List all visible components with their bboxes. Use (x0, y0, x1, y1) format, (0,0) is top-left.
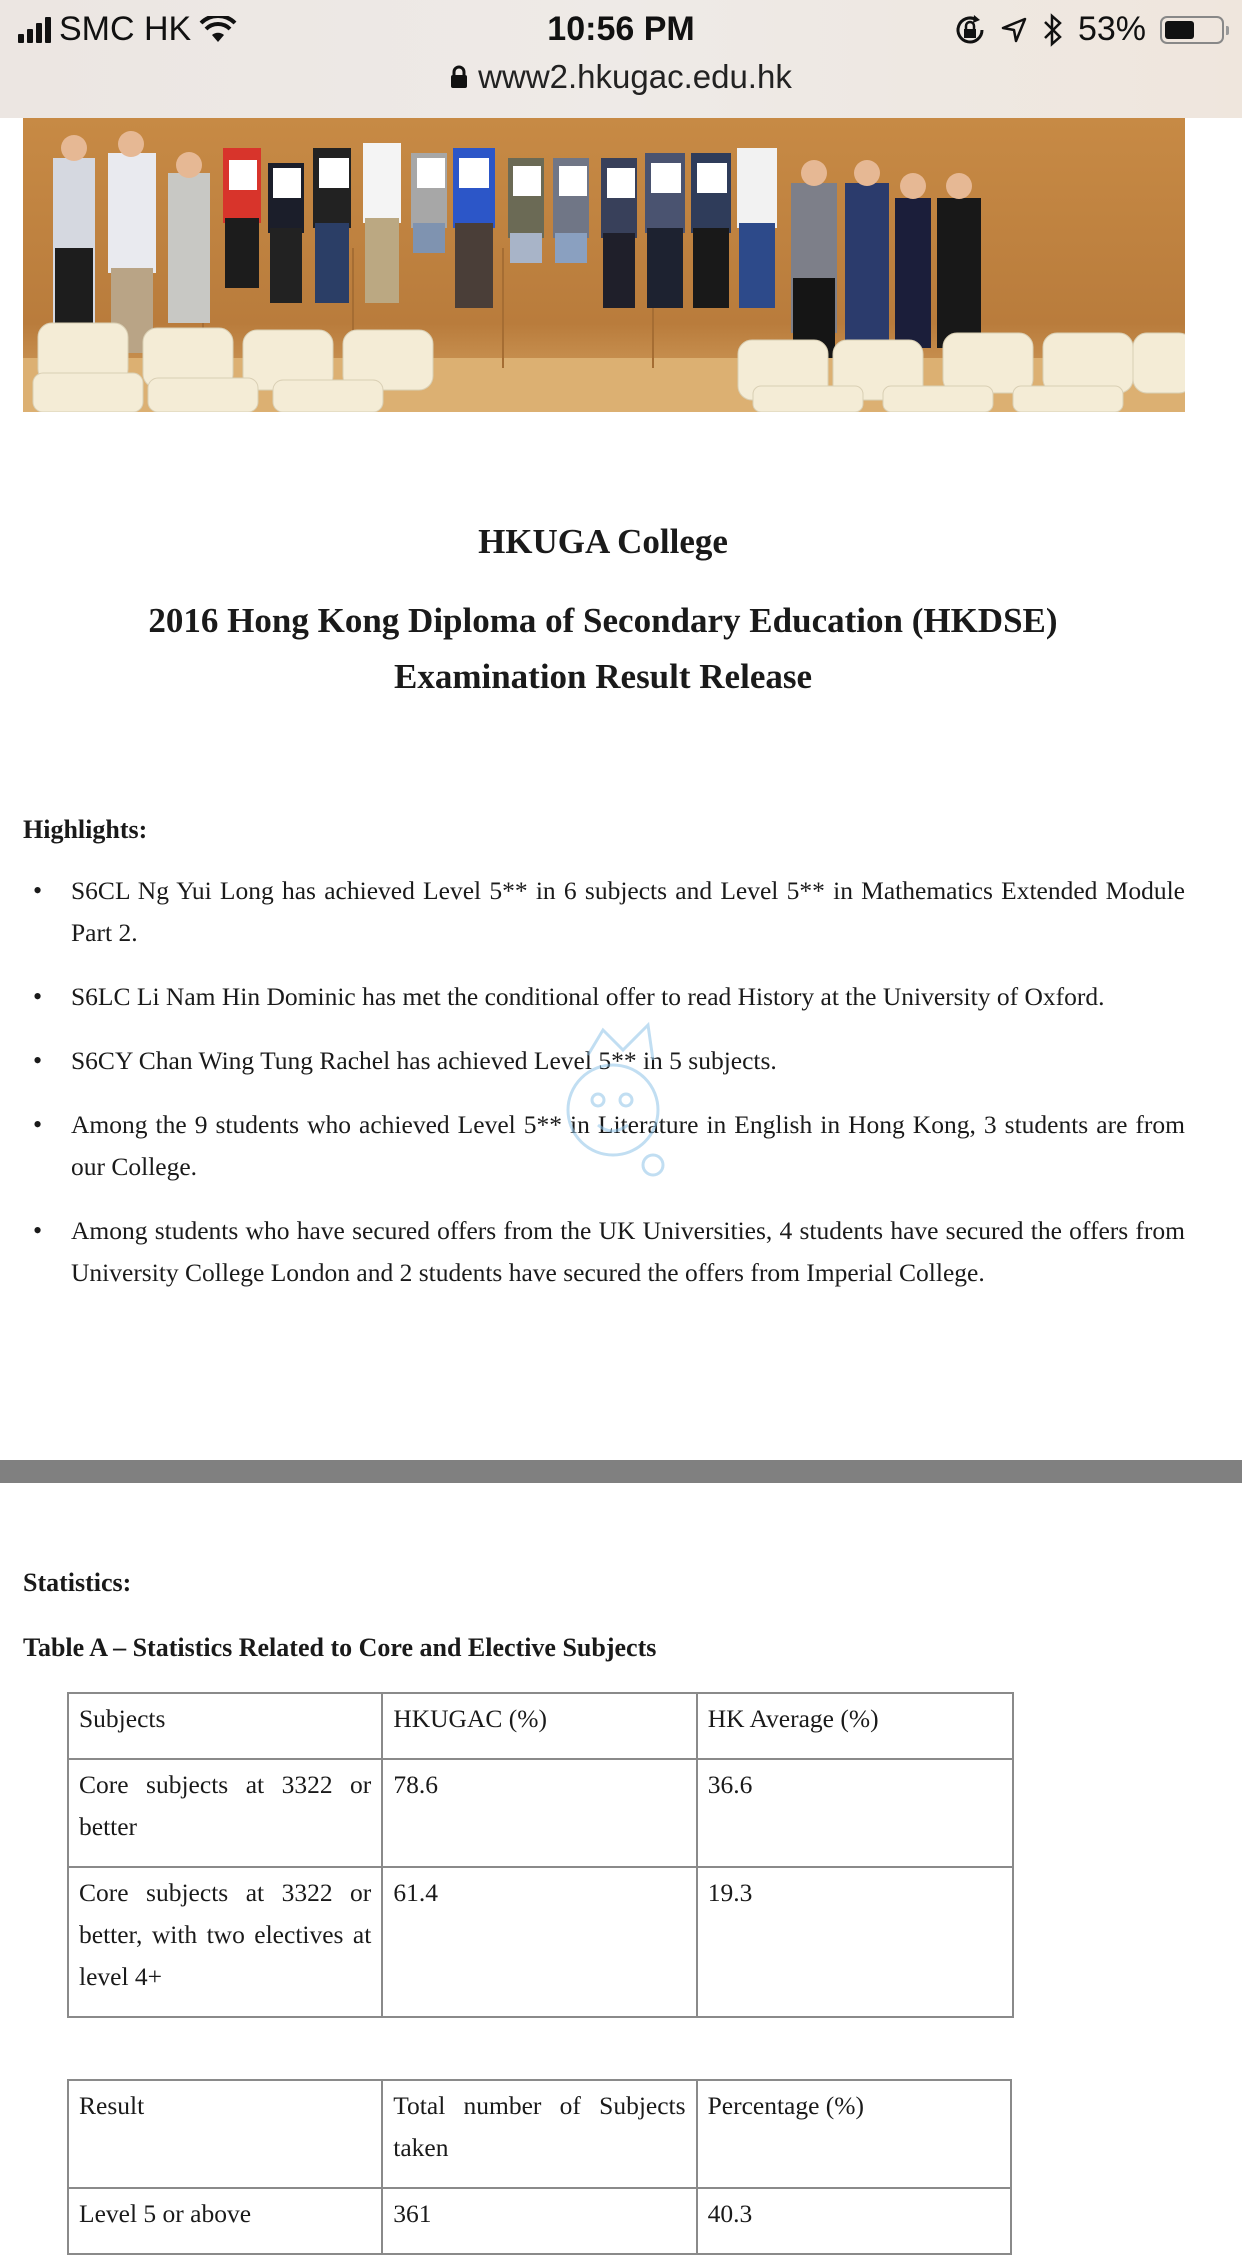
orientation-lock-icon (954, 14, 986, 46)
table-cell: 361 (382, 2188, 696, 2254)
table-cell: 61.4 (382, 1867, 696, 2017)
list-item: • Among students who have secured offers from the UK Universities, 4 students have secured the offers from University College London and 2 students have secured the offers from Imperial College. (23, 1210, 1185, 1294)
page-heading-line2: Examination Result Release (393, 657, 813, 696)
battery-icon (1160, 16, 1224, 44)
school-name: HKUGA College (478, 522, 728, 561)
table-b (67, 2079, 1012, 2255)
table-cell: 78.6 (382, 1759, 696, 1867)
table-a-title: Table A – Statistics Related to Core and Elective Subjects (23, 1633, 657, 1662)
table-header-row (68, 2080, 1011, 2188)
table-cell: 36.6 (697, 1759, 1013, 1867)
highlights-label: Highlights: (23, 815, 148, 844)
list-item: • S6CY Chan Wing Tung Rachel has achieved Level 5** in 5 subjects. (23, 1040, 1185, 1082)
table-header-row (68, 1693, 1013, 1759)
browser-chrome (0, 0, 1242, 118)
battery-level (1165, 21, 1194, 39)
table-cell: Core subjects at 3322 or better (68, 1759, 382, 1867)
table-cell: Level 5 or above (68, 2188, 382, 2254)
table-header-cell: HKUGAC (%) (382, 1693, 696, 1759)
list-item: • S6LC Li Nam Hin Dominic has met the conditional offer to read History at the University of Oxford. (23, 976, 1185, 1018)
address-bar[interactable] (0, 58, 1242, 96)
table-cell: Core subjects at 3322 or better, with two electives at level 4+ (68, 1867, 382, 2017)
highlights-list (23, 870, 1185, 1316)
bluetooth-icon (1042, 13, 1064, 47)
table-row (68, 2188, 1011, 2254)
page-heading-line1: 2016 Hong Kong Diploma of Secondary Education (HKDSE) (148, 601, 1058, 640)
group-photo (23, 118, 1185, 412)
url-text: www2.hkugac.edu.hk (478, 58, 792, 95)
group-photo-image (23, 118, 1185, 412)
table-header-cell: Subjects (68, 1693, 382, 1759)
status-bar (0, 0, 1242, 60)
section-divider (0, 1460, 1242, 1483)
statistics-label: Statistics: (23, 1568, 132, 1597)
table-a (67, 1692, 1014, 2018)
list-item: • Among the 9 students who achieved Level 5** in Literature in English in Hong Kong, 3 students are from our College. (23, 1104, 1185, 1188)
table-row (68, 1759, 1013, 1867)
table-header-cell: Total number of Subjects taken (382, 2080, 696, 2188)
table-header-cell: Result (68, 2080, 382, 2188)
table-cell: 19.3 (697, 1867, 1013, 2017)
clock: 10:56 PM (547, 10, 695, 48)
battery-percent: 53% (1077, 10, 1146, 48)
carrier-name: SMC HK (59, 10, 192, 48)
table-row (68, 1867, 1013, 2017)
table-cell: 40.3 (697, 2188, 1011, 2254)
list-item: • S6CL Ng Yui Long has achieved Level 5** in 6 subjects and Level 5** in Mathematics Extended Module Part 2. (23, 870, 1185, 954)
lock-icon (450, 65, 468, 89)
table-header-cell: HK Average (%) (697, 1693, 1013, 1759)
location-icon (1000, 16, 1028, 44)
table-header-cell: Percentage (%) (697, 2080, 1011, 2188)
